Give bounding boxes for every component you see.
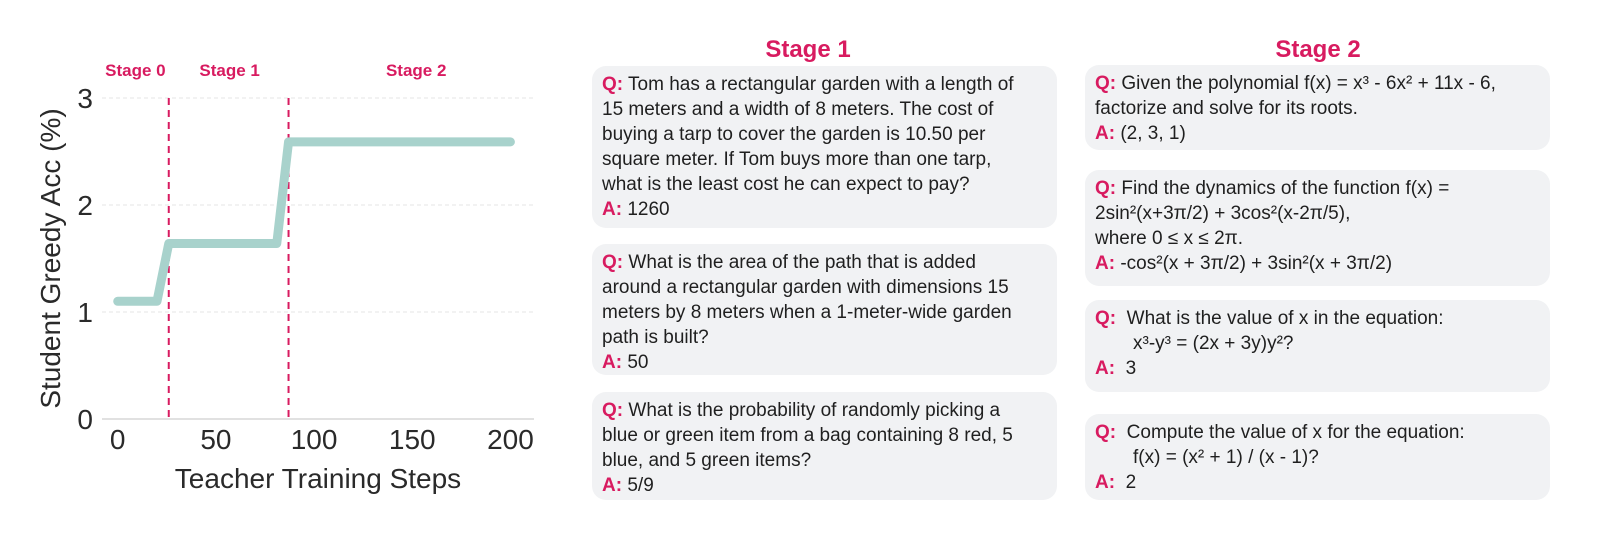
question-label: Q: xyxy=(602,400,624,421)
y-tick-label: 3 xyxy=(77,83,93,114)
answer-line xyxy=(602,473,1047,498)
stage2-qa-card xyxy=(1085,300,1550,392)
answer-line xyxy=(1095,470,1540,495)
answer-label: A: xyxy=(1095,358,1116,379)
question-label: Q: xyxy=(602,74,624,95)
y-tick-label: 2 xyxy=(77,190,93,221)
question-line xyxy=(602,97,1047,122)
answer-label: A: xyxy=(602,352,623,373)
question-text: around a rectangular garden with dimensions 15 xyxy=(602,277,1009,298)
x-tick-label: 50 xyxy=(200,424,232,455)
question-label: Q: xyxy=(1095,308,1117,329)
question-line xyxy=(602,147,1047,172)
question-line xyxy=(1095,176,1540,201)
answer-text: 5/9 xyxy=(627,475,654,496)
answer-text: 50 xyxy=(627,352,649,373)
question-text: Tom has a rectangular garden with a length of xyxy=(628,74,1014,95)
stage2-qa-card xyxy=(1085,65,1550,150)
question-text: where 0 ≤ x ≤ 2π. xyxy=(1095,228,1244,249)
answer-text: 3 xyxy=(1125,358,1137,379)
question-line xyxy=(602,72,1047,97)
question-label: Q: xyxy=(602,252,624,273)
question-text: blue, and 5 green items? xyxy=(602,450,812,471)
x-tick-label: 0 xyxy=(109,424,126,455)
question-line xyxy=(602,275,1047,300)
question-text: meters by 8 meters when a 1-meter-wide garden xyxy=(602,302,1012,323)
question-text: blue or green item from a bag containing 8 red, 5 xyxy=(602,425,1013,446)
chart-area xyxy=(0,0,590,534)
question-text: What is the value of x in the equation: xyxy=(1126,308,1444,329)
x-tick-label: 100 xyxy=(290,424,338,455)
question-label: Q: xyxy=(1095,73,1117,94)
answer-label: A: xyxy=(1095,253,1116,274)
question-text: square meter. If Tom buys more than one tarp, xyxy=(602,149,992,170)
question-line xyxy=(1095,226,1540,251)
question-line xyxy=(1095,71,1540,96)
question-text: 2sin²(x+3π/2) + 3cos²(x-2π/5), xyxy=(1095,203,1351,224)
question-line xyxy=(1095,306,1540,331)
question-line xyxy=(602,250,1047,275)
x-axis-label: Teacher Training Steps xyxy=(174,463,462,494)
y-tick-label: 0 xyxy=(77,404,93,435)
answer-text: 1260 xyxy=(627,199,670,220)
answer-line xyxy=(1095,251,1540,276)
y-axis-label: Student Greedy Acc (%) xyxy=(35,108,66,409)
question-text: Find the dynamics of the function f(x) = xyxy=(1121,178,1450,199)
answer-text: (2, 3, 1) xyxy=(1120,123,1186,144)
question-label: Q: xyxy=(1095,178,1117,199)
question-line xyxy=(602,300,1047,325)
question-line xyxy=(602,423,1047,448)
question-line xyxy=(1095,420,1540,445)
question-line xyxy=(1095,96,1540,121)
question-text: path is built? xyxy=(602,327,709,348)
stage-label: Stage 0 xyxy=(105,61,166,80)
question-line xyxy=(602,448,1047,473)
answer-label: A: xyxy=(1095,472,1116,493)
answer-text: 2 xyxy=(1125,472,1137,493)
question-text: 15 meters and a width of 8 meters. The cost of xyxy=(602,99,994,120)
answer-line xyxy=(1095,356,1540,381)
question-text: What is the area of the path that is added xyxy=(628,252,976,273)
question-line xyxy=(1095,331,1540,356)
answer-label: A: xyxy=(602,199,623,220)
answer-line xyxy=(602,197,1047,222)
question-text: x³-y³ = (2x + 3y)y²? xyxy=(1133,333,1294,354)
stage2-qa-card xyxy=(1085,170,1550,286)
question-text: What is the probability of randomly picking a xyxy=(628,400,1001,421)
stage2-qa-card xyxy=(1085,414,1550,500)
x-tick-label: 150 xyxy=(388,424,436,455)
question-text: buying a tarp to cover the garden is 10.50 per xyxy=(602,124,986,145)
y-tick-label: 1 xyxy=(77,297,93,328)
question-line xyxy=(602,122,1047,147)
question-text: f(x) = (x² + 1) / (x - 1)? xyxy=(1133,447,1319,468)
x-tick-label: 200 xyxy=(487,424,534,455)
answer-line xyxy=(602,350,1047,375)
answer-label: A: xyxy=(1095,123,1116,144)
question-text: factorize and solve for its roots. xyxy=(1095,98,1358,119)
stage1-qa-card xyxy=(592,392,1057,500)
question-label: Q: xyxy=(1095,422,1117,443)
question-text: Compute the value of x for the equation: xyxy=(1126,422,1465,443)
stage1-panel-title: Stage 1 xyxy=(765,36,851,63)
question-line xyxy=(602,398,1047,423)
question-line xyxy=(602,172,1047,197)
stage2-panel-title: Stage 2 xyxy=(1275,36,1361,63)
question-line xyxy=(1095,445,1540,470)
stage-label: Stage 1 xyxy=(199,61,260,80)
accuracy-chart xyxy=(0,0,590,534)
stage1-qa-card xyxy=(592,66,1057,228)
accuracy-series-line xyxy=(118,142,511,301)
answer-label: A: xyxy=(602,475,623,496)
question-text: Given the polynomial f(x) = x³ - 6x² + 11x - 6, xyxy=(1121,73,1496,94)
question-text: what is the least cost he can expect to pay? xyxy=(602,174,970,195)
question-line xyxy=(602,325,1047,350)
answer-text: -cos²(x + 3π/2) + 3sin²(x + 3π/2) xyxy=(1120,253,1393,274)
stage-label: Stage 2 xyxy=(385,61,447,80)
question-line xyxy=(1095,201,1540,226)
answer-line xyxy=(1095,121,1540,146)
stage1-qa-card xyxy=(592,244,1057,375)
